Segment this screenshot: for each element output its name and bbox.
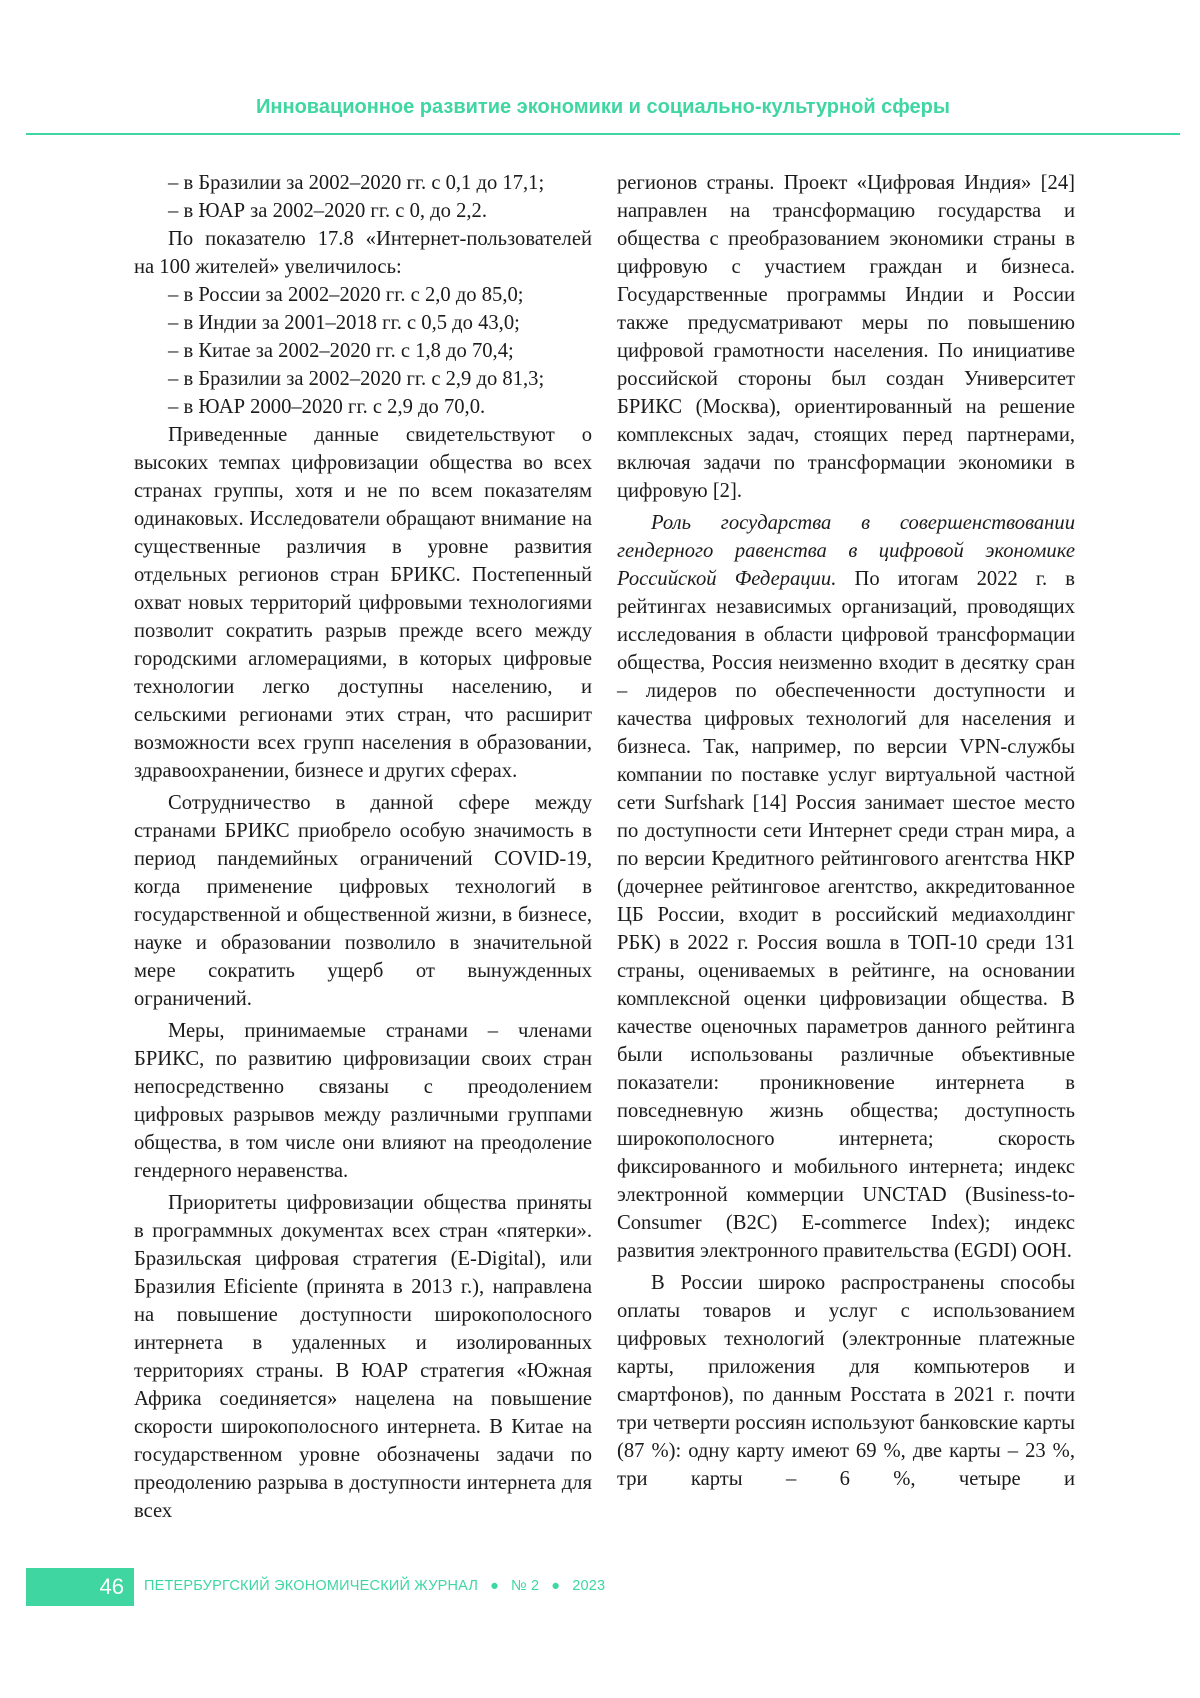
page-number-box bbox=[26, 1568, 134, 1606]
list-item: – в ЮАР за 2002–2020 гг. с 0, до 2,2. bbox=[168, 200, 487, 222]
list-item: – в Китае за 2002–2020 гг. с 1,8 до 70,4; bbox=[168, 340, 514, 362]
paragraph-text: По итогам 2022 г. в рейтингах независимых организаций, проводящих исследования в области цифровой трансформации общества, Россия неизменно входит в десятку сран – лидеров по обеспеченности доступности и качества цифровых технологий для населения и бизнеса. Так, например, по версии VPN-службы компании по поставке услуг виртуальной частной сети Surfshark [14] Россия занимает шестое место по доступности сети Интернет среди стран мира, а по версии Кредитного рейтингового агентства НКР (дочернее рейтинговое агентство, аккредитованное ЦБ России, входит в российский медиахолдинг РБК) в 2022 г. Россия вошла в ТОП-10 среди 131 страны, оцениваемых в рейтинге, на основании комплексной оценки цифровизации общества. В качестве оценочных параметров данного рейтинга были использованы различные объективные показатели: проникновение интернета в повседневную жизнь общества; доступность широкополосного интернета; скорость фиксированного и мобильного интернета; индекс электронной коммерции UNCTAD (Business-to-Consumer (B2C) E-commerce Index); индекс развития электронного правительства (EGDI) ООН. bbox=[617, 568, 1076, 1262]
separator-dot: ● bbox=[551, 1578, 561, 1594]
issue-year: 2023 bbox=[572, 1578, 606, 1594]
section-heading-italic: Роль государства в совершенствовании гендерного равенства в цифровой экономике Российской Федерации. bbox=[617, 512, 1075, 590]
journal-info bbox=[144, 1578, 605, 1594]
list-item: – в Бразилии за 2002–2020 гг. с 0,1 до 17,1; bbox=[168, 172, 545, 194]
paragraph: В России широко распространены способы оплаты товаров и услуг с использованием цифровых технологий (электронные платежные карты, приложения для компьютеров и смартфонов), по данным Росстата в 2021 г. почти три четверти россиян используют банковские карты (87 %): одну карту имеют 69 %, две карты – 23 %, три карты – 6 %, четыре и bbox=[617, 1272, 1075, 1490]
list-item: – в Индии за 2001–2018 гг. с 0,5 до 43,0; bbox=[168, 312, 520, 334]
paragraph bbox=[617, 509, 1075, 1265]
separator-dot: ● bbox=[490, 1578, 500, 1594]
list-item: – в ЮАР 2000–2020 гг. с 2,9 до 70,0. bbox=[168, 396, 486, 418]
left-column bbox=[134, 169, 592, 1525]
journal-title: ПЕТЕРБУРГСКИЙ ЭКОНОМИЧЕСКИЙ ЖУРНАЛ bbox=[144, 1578, 479, 1594]
paragraph: регионов страны. Проект «Цифровая Индия» [24] направлен на трансформацию государства и общества с преобразованием экономики страны в цифровую с участием граждан и бизнеса. Государственные программы Индии и России также предусматривают меры по повышению цифровой грамотности населения. По инициативе российской стороны был создан Университет БРИКС (Москва), ориентированный на решение комплексных задач, стоящих перед партнерами, включая задачи по трансформации экономики в цифровую [2]. bbox=[617, 172, 1075, 502]
paragraph: Меры, принимаемые странами – членами БРИКС, по развитию цифровизации своих стран непосредственно связаны с преодолением цифровых разрывов между различными группами общества, в том числе они влияют на преодоление гендерного неравенства. bbox=[134, 1020, 592, 1182]
right-column bbox=[617, 169, 1075, 1493]
list-item: – в Бразилии за 2002–2020 гг. с 2,9 до 81,3; bbox=[168, 368, 545, 390]
paragraph: По показателю 17.8 «Интернет-пользователей на 100 жителей» увеличилось: bbox=[134, 228, 592, 278]
page-number: 46 bbox=[99, 1574, 124, 1599]
header-divider bbox=[26, 133, 1180, 135]
paragraph: Приоритеты цифровизации общества приняты в программных документах всех стран «пятерки». Бразильская цифровая стратегия (E-Digital), или Бразилия Eficiente (принята в 2013 г.), направлена на повышение доступности широкополосного интернета в удаленных и изолированных территориях страны. В ЮАР стратегия «Южная Африка соединяется» нацелена на повышение скорости широкополосного интернета. В Китае на государственном уровне обозначены задачи по преодолению разрыва в доступности интернета для всех bbox=[134, 1192, 592, 1522]
issue-number: № 2 bbox=[511, 1578, 540, 1594]
page-footer bbox=[26, 1568, 1180, 1606]
paragraph: Сотрудничество в данной сфере между странами БРИКС приобрело особую значимость в период пандемийных ограничений COVID-19, когда применение цифровых технологий в государственной и общественной жизни, в бизнесе, науке и образовании позволило в значительной мере сократить ущерб от вынужденных ограничений. bbox=[134, 792, 592, 1010]
running-title: Инновационное развитие экономики и социально-культурной сферы bbox=[256, 96, 950, 118]
list-item: – в России за 2002–2020 гг. с 2,0 до 85,0; bbox=[168, 284, 524, 306]
paragraph: Приведенные данные свидетельствуют о высоких темпах цифровизации общества во всех странах группы, хотя и не по всем показателям одинаковых. Исследователи обращают внимание на существенные различия в уровне развития отдельных регионов стран БРИКС. Постепенный охват новых территорий цифровыми технологиями позволит сократить разрыв прежде всего между городскими агломерациями, в которых цифровые технологии легко доступны населению, и сельскими регионами этих стран, что расширит возможности всех групп населения в образовании, здравоохранении, бизнесе и других сферах. bbox=[134, 424, 592, 782]
